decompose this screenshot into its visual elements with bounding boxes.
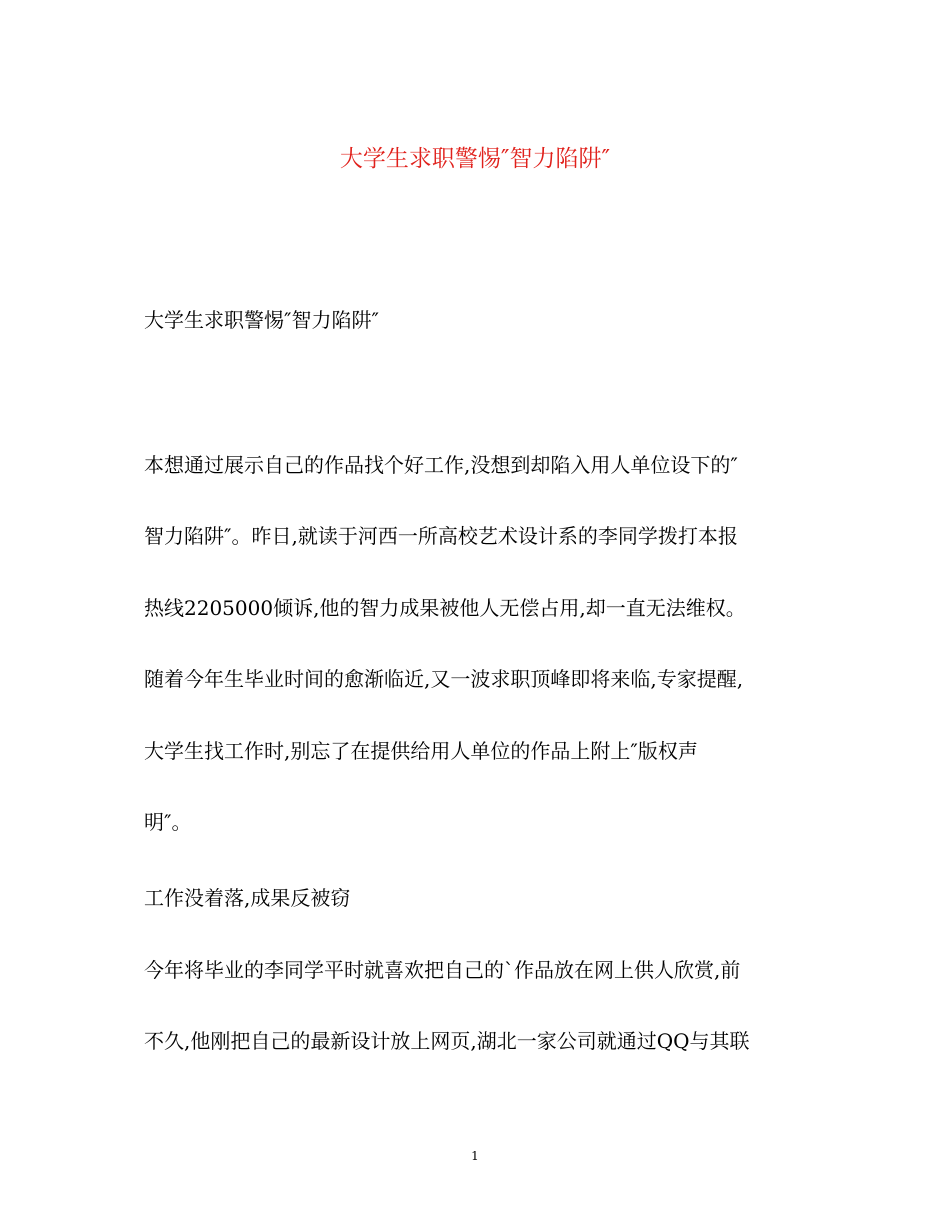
paragraph-line: 随着今年生毕业时间的愈渐临近,又一波求职顶峰即将来临,专家提醒, [144,667,744,691]
page-title: 大学生求职警惕″智力陷阱″ [339,146,611,172]
paragraph-line: 不久,他刚把自己的最新设计放上网页,湖北一家公司就通过QQ与其联 [144,1029,750,1053]
paragraph-line: 明″。 [144,810,192,834]
page-number: 1 [471,1149,479,1163]
paragraph-line: 智力陷阱″。昨日,就读于河西一所高校艺术设计系的李同学拨打本报 [144,524,738,548]
paragraph-line: 热线2205000倾诉,他的智力成果被他人无偿占用,却一直无法维权。 [144,596,746,620]
section-heading: 工作没着落,成果反被窃 [144,886,351,910]
paragraph-line: 今年将毕业的李同学平时就喜欢把自己的`作品放在网上供人欣赏,前 [144,958,741,982]
document-subtitle: 大学生求职警惕″智力陷阱″ [144,308,379,332]
paragraph-line: 本想通过展示自己的作品找个好工作,没想到却陷入用人单位设下的″ [144,453,738,477]
paragraph-line: 大学生找工作时,别忘了在提供给用人单位的作品上附上″版权声 [144,739,698,763]
